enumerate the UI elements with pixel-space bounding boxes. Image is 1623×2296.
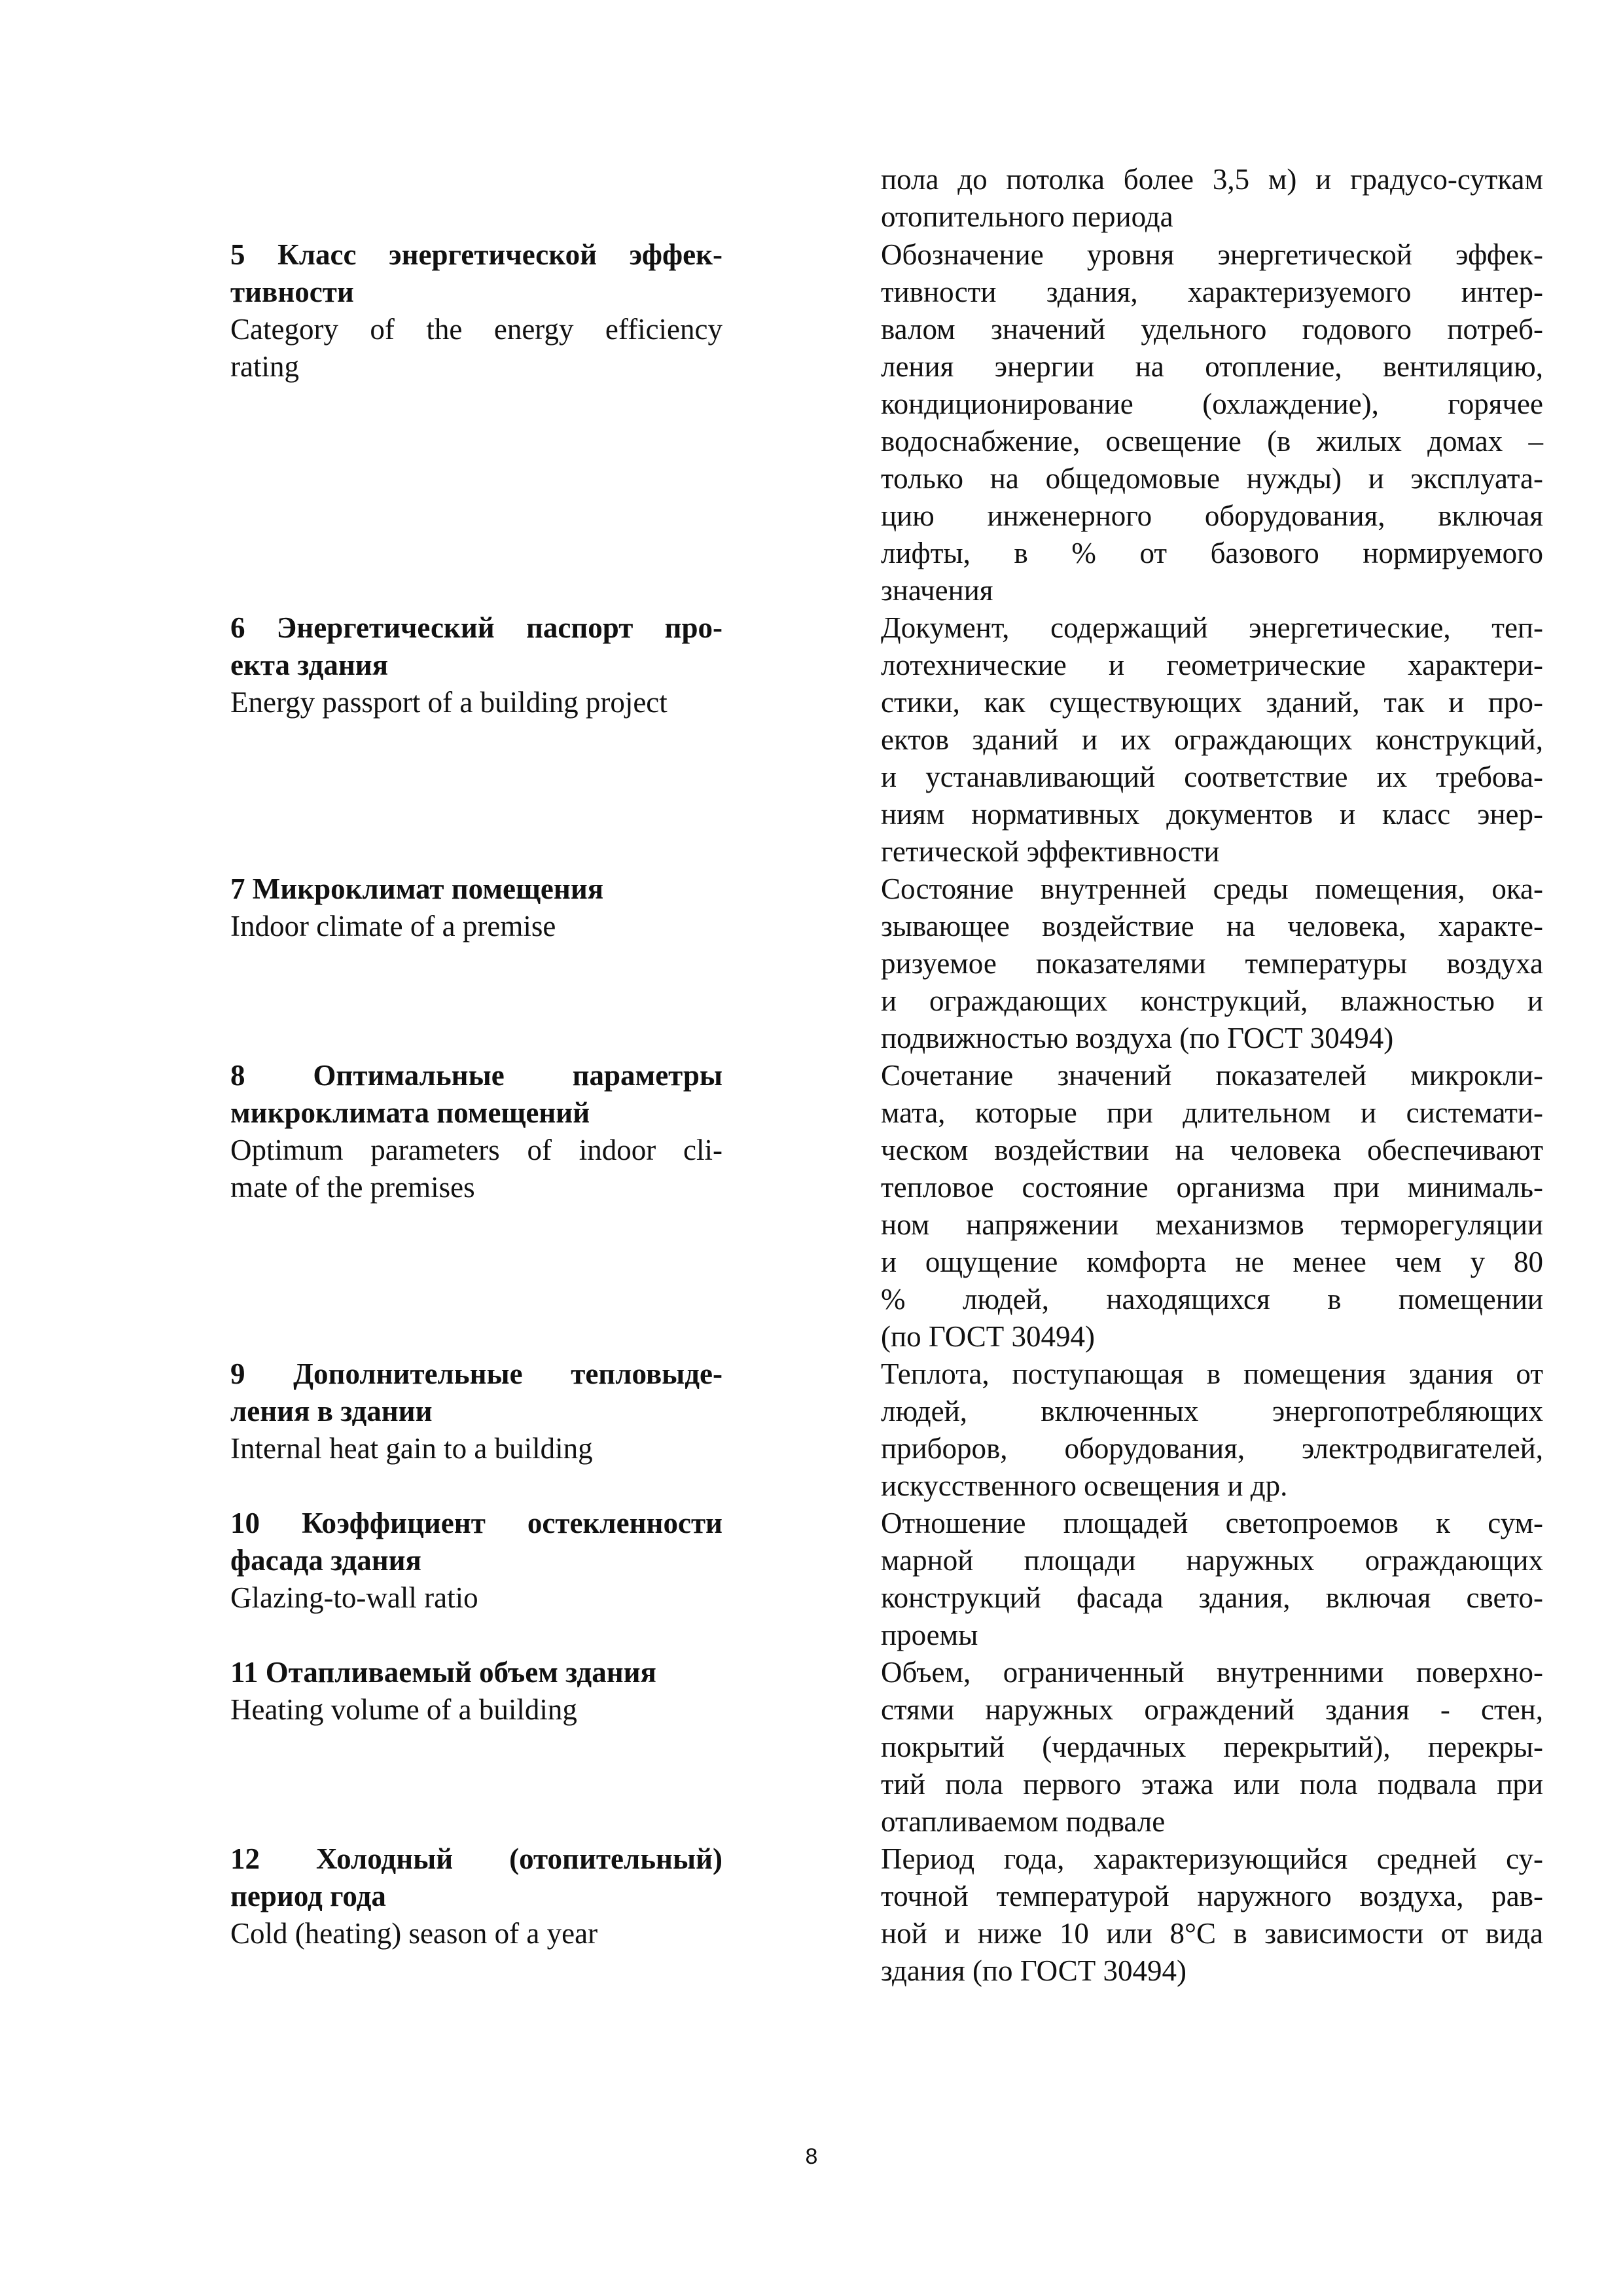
term-8-definition: (по ГОСТ 30494) <box>881 1320 1095 1353</box>
term-8-definition: ном напряжении механизмов терморегуляции <box>881 1208 1543 1241</box>
term-7-definition: зывающее воздействие на человека, характе- <box>881 910 1543 942</box>
term-12-title: 12 Холодный (отопительный) <box>230 1842 722 1875</box>
term-8-definition: мата, которые при длительном и системати- <box>881 1096 1543 1129</box>
term-6-english: Energy passport of a building project <box>230 686 668 719</box>
term-9-title: 9 Дополнительные тепловыде- <box>230 1357 722 1390</box>
term-7-title: 7 Микроклимат помещения <box>230 872 604 905</box>
term-9-definition: приборов, оборудования, электродвигателей, <box>881 1432 1543 1465</box>
term-9-english: Internal heat gain to a building <box>230 1432 593 1465</box>
term-6-definition: ектов зданий и их ограждающих конструкций, <box>881 723 1543 756</box>
term-9-title: ления в здании <box>230 1395 433 1427</box>
term-11-english: Heating volume of a building <box>230 1693 577 1726</box>
term-9-definition: искусственного освещения и др. <box>881 1469 1288 1502</box>
term-7-definition: ризуемое показателями температуры воздуха <box>881 947 1543 980</box>
term-6-definition: лотехнические и геометрические характери- <box>881 649 1543 681</box>
term-5-definition: кондиционирование (охлаждение), горячее <box>881 387 1543 420</box>
term-12-definition: Период года, характеризующийся средней су- <box>881 1842 1543 1875</box>
term-6-definition: гетической эффективности <box>881 835 1220 868</box>
term-5-definition: Обозначение уровня энергетической эффек- <box>881 238 1543 271</box>
term-6-definition: Документ, содержащий энергетические, теп- <box>881 611 1543 644</box>
term-8-definition: и ощущение комфорта не менее чем у 80 <box>881 1246 1543 1278</box>
term-10-definition: проемы <box>881 1619 978 1651</box>
term-12-definition: точной температурой наружного воздуха, рав- <box>881 1880 1543 1912</box>
term-10-definition: Отношение площадей светопроемов к сум- <box>881 1507 1543 1539</box>
term-12-definition: ной и ниже 10 или 8°С в зависимости от вида <box>881 1917 1543 1950</box>
term-5-definition: водоснабжение, освещение (в жилых домах – <box>881 425 1543 457</box>
term-10-definition: конструкций фасада здания, включая свето- <box>881 1581 1543 1614</box>
term-6-definition: стики, как существующих зданий, так и про- <box>881 686 1543 719</box>
term-5-title: тивности <box>230 276 354 308</box>
term-6-title: 6 Энергетический паспорт про- <box>230 611 722 644</box>
term-10-english: Glazing-to-wall ratio <box>230 1581 478 1614</box>
term-8-english: Optimum parameters of indoor cli- <box>230 1134 722 1166</box>
term-5-definition: значения <box>881 574 993 607</box>
term-5-english: Category of the energy efficiency <box>230 313 722 346</box>
page-number: 8 <box>805 2144 818 2169</box>
term-9-definition: людей, включенных энергопотребляющих <box>881 1395 1543 1427</box>
term-11-definition: Объем, ограниченный внутренними поверхно- <box>881 1656 1543 1689</box>
term-5-definition: лифты, в % от базового нормируемого <box>881 537 1543 569</box>
term-8-definition: ческом воздействии на человека обеспечивают <box>881 1134 1543 1166</box>
term-10-title: 10 Коэффициент остекленности <box>230 1507 722 1539</box>
term-12-title: период года <box>230 1880 386 1912</box>
term-8-definition: тепловое состояние организма при минималь- <box>881 1171 1543 1204</box>
term-10-title: фасада здания <box>230 1544 421 1577</box>
term-7-english: Indoor climate of a premise <box>230 910 556 942</box>
term-5-definition: валом значений удельного годового потреб- <box>881 313 1543 346</box>
term-8-english: mate of the premises <box>230 1171 475 1204</box>
continuation-line: пола до потолка более 3,5 м) и градусо-суткам <box>881 163 1543 196</box>
term-5-definition: тивности здания, характеризуемого интер- <box>881 276 1543 308</box>
term-7-definition: Состояние внутренней среды помещения, ока- <box>881 872 1543 905</box>
term-12-definition: здания (по ГОСТ 30494) <box>881 1954 1186 1987</box>
term-5-title: 5 Класс энергетической эффек- <box>230 238 722 271</box>
term-6-definition: ниям нормативных документов и класс энер- <box>881 798 1543 831</box>
term-8-title: микроклимата помещений <box>230 1096 590 1129</box>
term-7-definition: подвижностью воздуха (по ГОСТ 30494) <box>881 1022 1394 1054</box>
term-5-definition: цию инженерного оборудования, включая <box>881 499 1543 532</box>
term-10-definition: марной площади наружных ограждающих <box>881 1544 1543 1577</box>
term-6-definition: и устанавливающий соответствие их требова- <box>881 761 1543 793</box>
term-11-definition: покрытий (чердачных перекрытий), перекры- <box>881 1731 1543 1763</box>
term-7-definition: и ограждающих конструкций, влажностью и <box>881 984 1543 1017</box>
term-8-title: 8 Оптимальные параметры <box>230 1059 722 1092</box>
term-8-definition: Сочетание значений показателей микрокли- <box>881 1059 1543 1092</box>
term-11-title: 11 Отапливаемый объем здания <box>230 1656 656 1689</box>
term-11-definition: стями наружных ограждений здания - стен, <box>881 1693 1543 1726</box>
term-9-definition: Теплота, поступающая в помещения здания от <box>881 1357 1543 1390</box>
term-12-english: Cold (heating) season of a year <box>230 1917 598 1950</box>
continuation-line: отопительного периода <box>881 200 1173 233</box>
term-8-definition: % людей, находящихся в помещении <box>881 1283 1543 1316</box>
term-11-definition: отапливаемом подвале <box>881 1805 1166 1838</box>
term-6-title: екта здания <box>230 649 389 681</box>
term-5-definition: ления энергии на отопление, вентиляцию, <box>881 350 1543 383</box>
term-5-english: rating <box>230 350 299 383</box>
term-11-definition: тий пола первого этажа или пола подвала при <box>881 1768 1543 1801</box>
term-5-definition: только на общедомовые нужды) и эксплуата- <box>881 462 1543 495</box>
